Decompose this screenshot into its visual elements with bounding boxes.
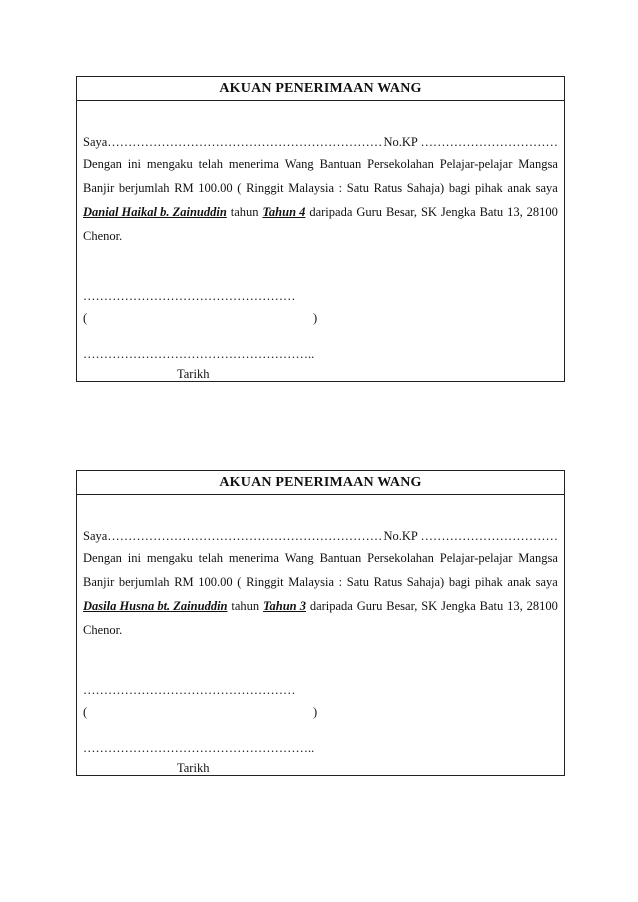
word: Wang: [284, 157, 314, 171]
word: Ratus: [373, 181, 403, 195]
word: 100.00: [198, 575, 233, 589]
word: Sahaja): [406, 181, 445, 195]
name-line: [83, 529, 558, 544]
word: Guru: [356, 205, 383, 219]
bracket-open: (: [83, 705, 88, 719]
word: saya: [535, 181, 558, 195]
word: daripada: [309, 599, 353, 613]
ic-number-label: No.KP ……………………………: [383, 529, 558, 543]
name-line: [83, 135, 558, 150]
word: anak: [507, 575, 532, 589]
word: Batu: [479, 205, 504, 219]
word: SK: [420, 205, 437, 219]
word: Dengan: [83, 157, 122, 171]
word: 13,: [507, 599, 523, 613]
word: Dengan: [83, 551, 122, 565]
date-line: ………………………………………………..: [83, 347, 315, 361]
word: :: [338, 575, 343, 589]
declaration-line-1: [83, 551, 558, 566]
word: :: [338, 181, 343, 195]
word: mengaku: [146, 157, 193, 171]
word: Persekolahan: [367, 551, 434, 565]
printed-name-brackets: [83, 311, 558, 326]
word: pihak: [475, 575, 503, 589]
word: Satu: [346, 575, 369, 589]
form-body: [77, 495, 564, 775]
word: (: [237, 181, 242, 195]
word: daripada: [309, 205, 353, 219]
word: 28100: [526, 205, 558, 219]
word: menerima: [228, 157, 279, 171]
declaration-line-2: [83, 575, 558, 590]
word: Mangsa: [518, 551, 558, 565]
tahun-label: tahun: [231, 599, 260, 613]
bracket-open: (: [83, 311, 88, 325]
word: Mangsa: [518, 157, 558, 171]
receipt-form: [76, 470, 565, 776]
word: ini: [127, 157, 141, 171]
word: Malaysia: [288, 575, 335, 589]
ic-number-label: No.KP ……………………………: [383, 135, 558, 149]
saya-label: Saya…………………………………………………………: [83, 135, 383, 149]
word: Batu: [479, 599, 504, 613]
word: 100.00: [198, 181, 233, 195]
student-name: Danial Haikal b. Zainuddin: [83, 205, 227, 219]
word: saya: [535, 575, 558, 589]
declaration-line-4: Chenor.: [83, 623, 123, 637]
word: Persekolahan: [367, 157, 434, 171]
word: Ringgit: [246, 181, 284, 195]
word: Guru: [356, 599, 383, 613]
word: Malaysia: [288, 181, 335, 195]
bracket-close: ): [313, 311, 318, 325]
word: Banjir: [83, 181, 115, 195]
word: Besar,: [385, 205, 418, 219]
word: Jengka: [441, 599, 476, 613]
word: Ratus: [373, 575, 403, 589]
word: (: [237, 575, 242, 589]
receipt-form: [76, 76, 565, 382]
word: ini: [127, 551, 141, 565]
student-name: Dasila Husna bt. Zainuddin: [83, 599, 228, 613]
declaration-line-3: [83, 205, 558, 220]
date-label: Tarikh: [177, 761, 210, 775]
word: Pelajar-pelajar: [439, 157, 513, 171]
word: 13,: [507, 205, 523, 219]
word: Jengka: [440, 205, 476, 219]
word: Besar,: [386, 599, 418, 613]
tahun-label: tahun: [230, 205, 259, 219]
declaration-line-3: [83, 599, 558, 614]
word: anak: [507, 181, 532, 195]
word: SK: [421, 599, 438, 613]
word: bagi: [448, 181, 471, 195]
word: Wang: [284, 551, 314, 565]
word: Satu: [346, 181, 369, 195]
signature-line: ……………………………………………: [83, 289, 296, 303]
student-year: Tahun 3: [263, 599, 306, 613]
word: mengaku: [146, 551, 193, 565]
declaration-line-1: [83, 157, 558, 172]
word: Pelajar-pelajar: [439, 551, 513, 565]
saya-label: Saya…………………………………………………………: [83, 529, 383, 543]
word: Sahaja): [406, 575, 445, 589]
declaration-line-2: [83, 181, 558, 196]
word: RM: [174, 575, 194, 589]
word: Bantuan: [319, 157, 362, 171]
word: pihak: [475, 181, 503, 195]
student-year: Tahun 4: [262, 205, 306, 219]
word: berjumlah: [118, 181, 170, 195]
word: bagi: [448, 575, 471, 589]
printed-name-brackets: [83, 705, 558, 720]
word: berjumlah: [118, 575, 170, 589]
form-title: AKUAN PENERIMAAN WANG: [77, 77, 564, 101]
signature-line: ……………………………………………: [83, 683, 296, 697]
form-title: AKUAN PENERIMAAN WANG: [77, 471, 564, 495]
word: RM: [174, 181, 194, 195]
declaration-line-4: Chenor.: [83, 229, 123, 243]
date-label: Tarikh: [177, 367, 210, 381]
word: telah: [198, 157, 223, 171]
word: 28100: [526, 599, 558, 613]
bracket-close: ): [313, 705, 318, 719]
word: menerima: [228, 551, 279, 565]
word: Bantuan: [319, 551, 362, 565]
word: Banjir: [83, 575, 115, 589]
word: Ringgit: [246, 575, 284, 589]
word: telah: [198, 551, 223, 565]
form-body: [77, 101, 564, 381]
date-line: ………………………………………………..: [83, 741, 315, 755]
